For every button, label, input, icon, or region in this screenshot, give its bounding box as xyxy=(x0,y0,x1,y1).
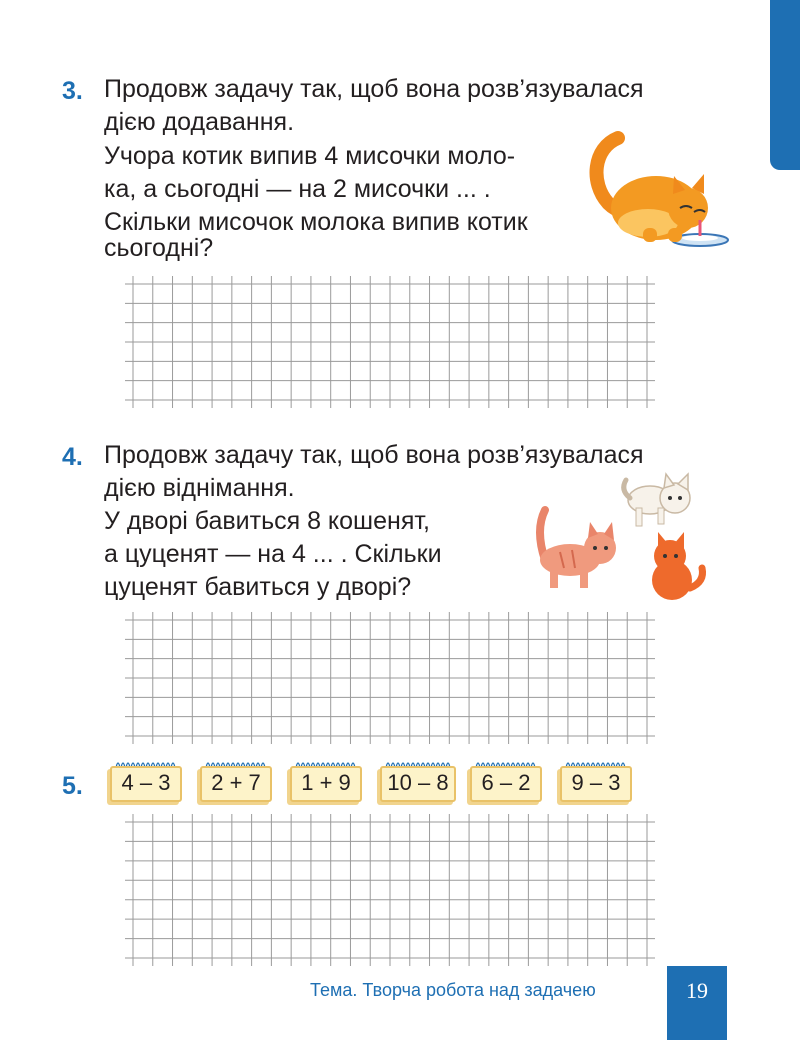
example-card xyxy=(194,758,272,802)
task-4-line-3: У дворі бавиться 8 кошенят, xyxy=(104,507,430,535)
example-card xyxy=(284,758,362,802)
task-4-line-4: а цуценят — на 4 ... . Скільки xyxy=(104,540,442,568)
answer-grid-task-4[interactable] xyxy=(125,612,655,744)
example-card xyxy=(104,758,182,802)
chapter-tab xyxy=(770,0,800,170)
task-3-line-5: Скільки мисочок молока випив котик xyxy=(104,208,528,236)
card-expression: 4 – 3 xyxy=(121,770,171,795)
example-card xyxy=(374,758,456,802)
card-expression: 1 + 9 xyxy=(301,770,351,795)
card-expression: 6 – 2 xyxy=(481,770,531,795)
cat-drinking-milk-illustration xyxy=(588,128,730,254)
card-expression: 10 – 8 xyxy=(387,770,449,795)
task-4-number: 4. xyxy=(62,443,83,471)
task-3-line-2: дією додавання. xyxy=(104,108,295,136)
task-4-line-1: Продовж задачу так, щоб вона розв’язувалася xyxy=(104,441,644,469)
kittens-illustration xyxy=(520,470,720,610)
card-expression: 2 + 7 xyxy=(211,770,261,795)
card-expression: 9 – 3 xyxy=(571,770,621,795)
task-5-number: 5. xyxy=(62,772,83,800)
task-4-line-5: цуценят бавиться у дворі? xyxy=(104,573,412,601)
example-card xyxy=(554,758,632,802)
answer-grid-task-5[interactable] xyxy=(125,814,655,966)
topic-footer: Тема. Творча робота над задачею xyxy=(310,980,596,1000)
task-3-line-4: ка, а сьогодні — на 2 мисочки ... . xyxy=(104,175,491,203)
answer-grid-task-3[interactable] xyxy=(125,276,655,408)
task-3-line-3: Учора котик випив 4 мисочки моло- xyxy=(104,142,516,170)
task-3-number: 3. xyxy=(62,77,83,105)
task-4-line-2: дією віднімання. xyxy=(104,474,295,502)
example-card xyxy=(464,758,542,802)
task-3-line-1: Продовж задачу так, щоб вона розв’язувалася xyxy=(104,75,644,103)
page-number: 19 xyxy=(667,966,727,1040)
task-3-line-6: сьогодні? xyxy=(104,234,214,262)
